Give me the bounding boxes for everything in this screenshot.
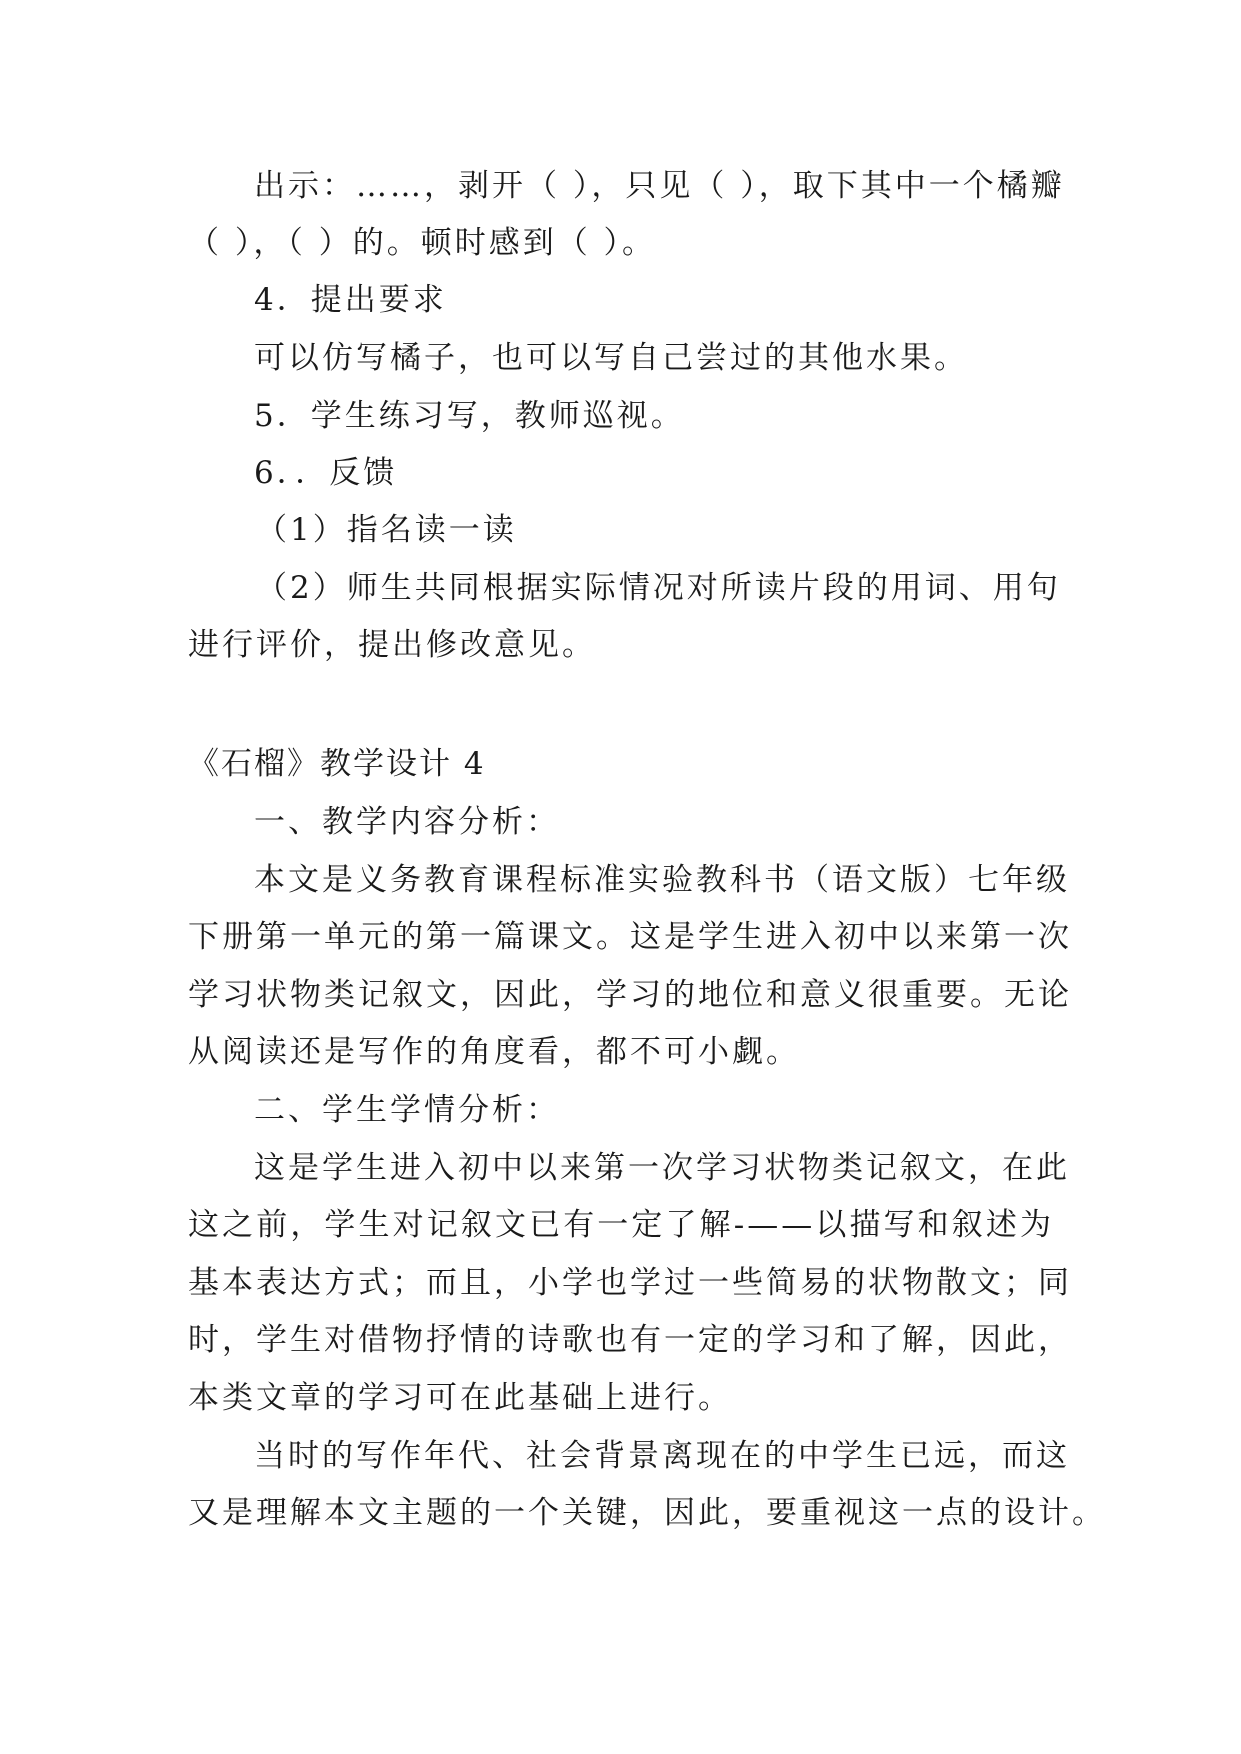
text-line: 本类文章的学习可在此基础上进行。 — [188, 1380, 732, 1416]
section-heading: 二、学生学情分析： — [254, 1092, 560, 1128]
section-title: 《石榴》教学设计 4 — [188, 746, 486, 782]
list-item-heading: 6．．反馈 — [254, 455, 398, 491]
text-line: 又是理解本文主题的一个关键，因此，要重视这一点的设计。 — [188, 1495, 1106, 1531]
text-line: 时，学生对借物抒情的诗歌也有一定的学习和了解，因此， — [188, 1322, 1072, 1358]
text-line: 基本表达方式；而且，小学也学过一些简易的状物散文；同 — [188, 1265, 1072, 1301]
text-line: 这是学生进入初中以来第一次学习状物类记叙文，在此 — [254, 1150, 1070, 1186]
text-line: 进行评价，提出修改意见。 — [188, 627, 596, 663]
list-item-heading: 4．提出要求 — [254, 282, 447, 318]
text-line: 从阅读还是写作的角度看，都不可小觑。 — [188, 1034, 800, 1070]
sub-list-item: （1）指名读一读 — [256, 512, 517, 548]
section-heading: 一、教学内容分析： — [254, 804, 560, 840]
text-line: 当时的写作年代、社会背景离现在的中学生已远，而这 — [254, 1438, 1070, 1474]
text-line: 下册第一单元的第一篇课文。这是学生进入初中以来第一次 — [188, 919, 1072, 955]
text-line: 这之前，学生对记叙文已有一定了解-——以描写和叙述为 — [188, 1207, 1054, 1243]
text-line: 可以仿写橘子，也可以写自己尝过的其他水果。 — [254, 340, 968, 376]
text-line: （ ），（ ）的。顿时感到（ ）。 — [188, 225, 657, 261]
text-line: 出示：……，剥开（ ），只见（ ），取下其中一个橘瓣 — [254, 168, 1065, 204]
text-line: 本文是义务教育课程标准实验教科书（语文版）七年级 — [254, 862, 1070, 898]
list-item-heading: 5．学生练习写，教师巡视。 — [254, 398, 685, 434]
text-line: 学习状物类记叙文，因此，学习的地位和意义很重要。无论 — [188, 977, 1072, 1013]
sub-list-item: （2）师生共同根据实际情况对所读片段的用词、用句 — [256, 570, 1061, 606]
